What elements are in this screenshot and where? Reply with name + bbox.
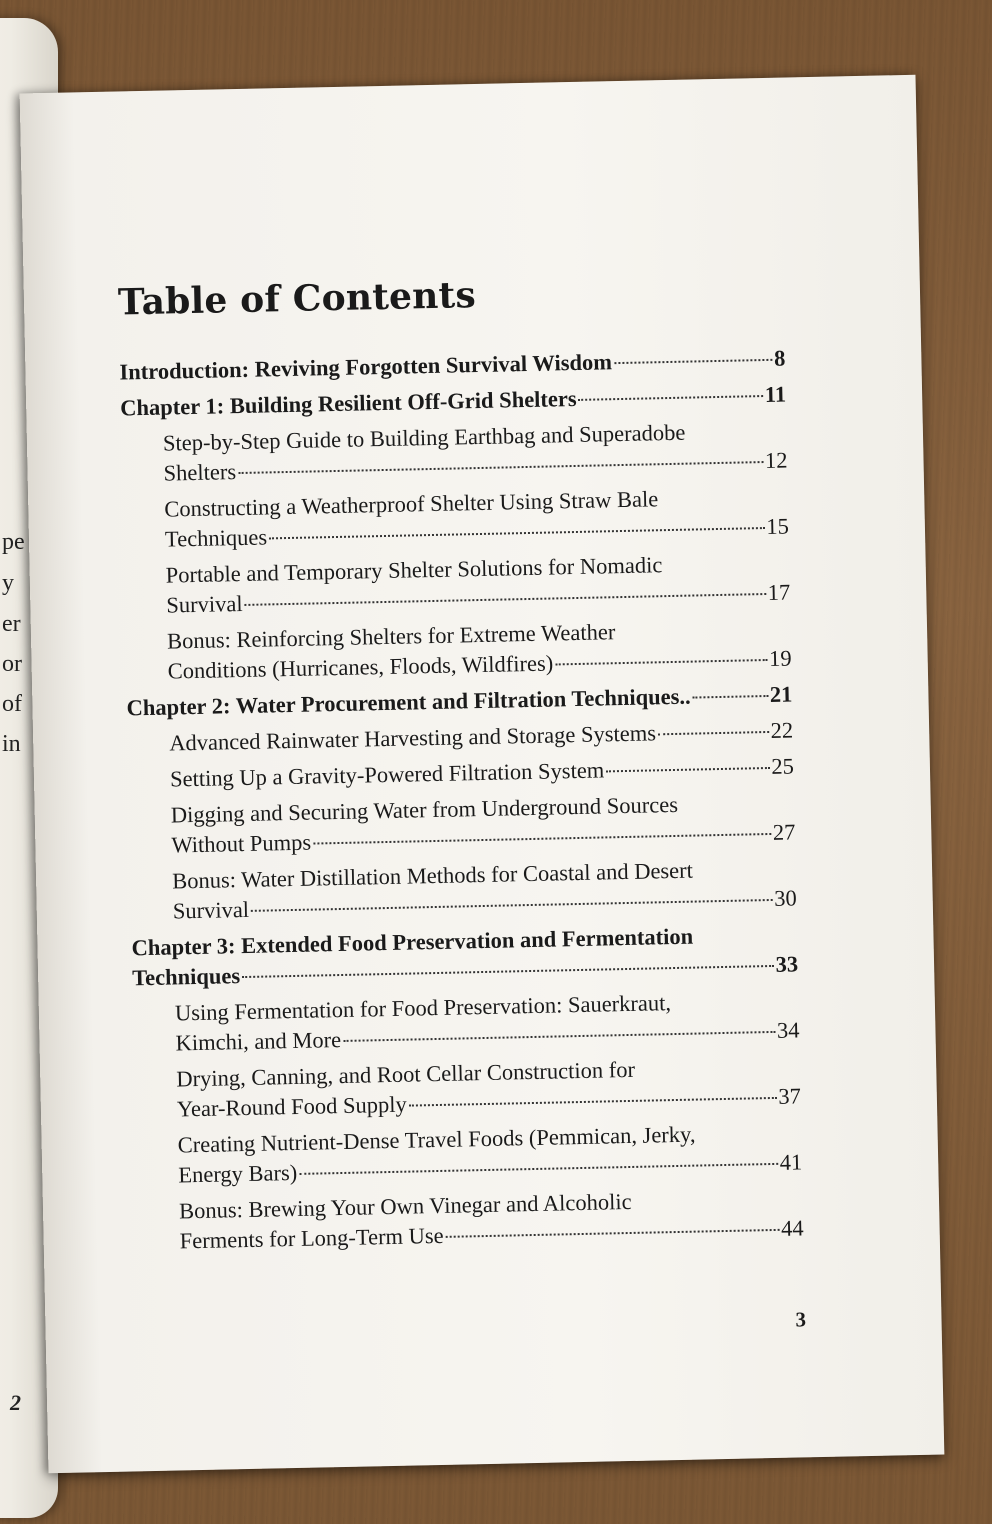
toc-entry-text: Kimchi, and More [175, 1027, 342, 1056]
toc-entry-page: 27 [772, 819, 796, 845]
toc-section-entry [133, 985, 800, 1059]
toc-section-entry [135, 1117, 802, 1191]
left-page-text-fragment: of [2, 691, 22, 717]
dot-leader [251, 899, 772, 912]
left-page-text-fragment: or [2, 651, 22, 677]
toc-entry-text: Ferments for Long-Term Use [179, 1222, 444, 1254]
toc-section-entry [134, 1051, 801, 1125]
toc-entry-text: Using Fermentation for Food Preservation: Sauerkraut, [174, 990, 672, 1026]
toc-entry-text: Step-by-Step Guide to Building Earthbag and Superadobe [162, 419, 686, 456]
table-of-contents [118, 268, 804, 1264]
toc-entry-text: Techniques [131, 963, 241, 991]
toc-entry-page: 41 [779, 1149, 803, 1175]
toc-entry-page: 25 [771, 753, 795, 779]
dot-leader [245, 593, 766, 606]
dot-leader [614, 359, 772, 364]
toc-entry-text: Bonus: Brewing Your Own Vinegar and Alcoholic [178, 1188, 632, 1224]
toc-entry-text: Energy Bars) [178, 1159, 298, 1188]
toc-entry-text: Year-Round Food Supply [176, 1091, 407, 1122]
left-page-number: 2 [10, 1390, 21, 1415]
toc-entry-text: Chapter 1: Building Resilient Off-Grid Shelters [119, 385, 577, 421]
toc-entry-text: Bonus: Water Distillation Methods for Coastal and Desert [171, 857, 694, 894]
toc-entry-text: Advanced Rainwater Harvesting and Storage Systems [169, 720, 657, 756]
dot-leader [446, 1229, 779, 1238]
toc-section-entry [125, 613, 792, 687]
toc-section-entry [130, 853, 797, 927]
toc-entry-text: Digging and Securing Water from Underground Sources [170, 791, 679, 828]
toc-entry-line [169, 715, 793, 758]
toc-entry-text: Drying, Canning, and Root Cellar Construction for [176, 1056, 636, 1092]
toc-entry-text: Conditions (Hurricanes, Floods, Wildfires) [167, 650, 554, 684]
toc-entry-page: 33 [775, 951, 799, 977]
toc-entry-page: 15 [766, 513, 790, 539]
dot-leader [269, 527, 764, 539]
toc-entry-page: 44 [780, 1215, 804, 1241]
toc-title: Table of Contents [117, 274, 477, 324]
dot-leader [242, 965, 773, 978]
left-page-text-fragment: pe [2, 529, 25, 555]
dot-leader [693, 695, 768, 699]
toc-entry-text: Introduction: Reviving Forgotten Survival Wisdom [119, 349, 613, 385]
left-page-text-fragment: er [2, 611, 21, 637]
dot-leader [409, 1097, 777, 1107]
toc-section-entry [137, 1183, 804, 1257]
book-page [20, 75, 945, 1473]
toc-entry-text: Bonus: Reinforcing Shelters for Extreme Weather [166, 619, 616, 654]
toc-entry-text: Constructing a Weatherproof Shelter Using Straw Bale [164, 486, 659, 522]
toc-entry-page: 34 [776, 1017, 800, 1043]
toc-entries [119, 344, 804, 1258]
dot-leader [343, 1031, 775, 1042]
toc-entry-text: Chapter 2: Water Procurement and Filtration Techniques.. [126, 683, 691, 721]
left-page-text-fragment: y [2, 570, 14, 596]
dot-leader [658, 731, 769, 735]
toc-entry-text: Survival [172, 896, 250, 924]
toc-section-entry [128, 787, 795, 861]
dot-leader [299, 1163, 777, 1175]
dot-leader [606, 767, 769, 772]
toc-entry-page: 11 [764, 381, 787, 407]
toc-entry-text: Techniques [164, 524, 268, 552]
toc-entry-text: Survival [166, 590, 243, 618]
toc-entry-page: 12 [764, 447, 788, 474]
toc-entry-page: 22 [770, 717, 794, 743]
page-number: 3 [795, 1307, 807, 1332]
toc-entry-page: 17 [767, 579, 791, 605]
toc-entry-page: 30 [773, 885, 797, 911]
toc-entry-line [170, 751, 794, 794]
toc-entry-page: 8 [773, 345, 786, 371]
toc-entry-text: Portable and Temporary Shelter Solutions for Nomadic [165, 552, 663, 588]
toc-entry-text: Creating Nutrient-Dense Travel Foods (Pemmican, Jerky, [177, 1121, 696, 1158]
toc-entry-page: 19 [768, 645, 792, 671]
toc-entry-page: 21 [769, 681, 793, 707]
dot-leader [313, 833, 771, 845]
toc-entry-text: Shelters [163, 459, 237, 486]
toc-entry-text: Setting Up a Gravity-Powered Filtration System [169, 757, 605, 792]
toc-entry-text: Without Pumps [171, 829, 312, 858]
toc-entry-page: 37 [778, 1083, 802, 1109]
toc-chapter-entry [131, 919, 798, 993]
dot-leader [555, 659, 767, 665]
toc-entry-text: Chapter 3: Extended Food Preservation and Fermentation [131, 923, 694, 961]
toc-section-entry [121, 416, 788, 490]
dot-leader [238, 461, 763, 474]
toc-section-entry [123, 548, 790, 622]
toc-section-entry [122, 482, 789, 556]
dot-leader [579, 395, 763, 401]
left-page-text-fragment: in [2, 731, 21, 757]
